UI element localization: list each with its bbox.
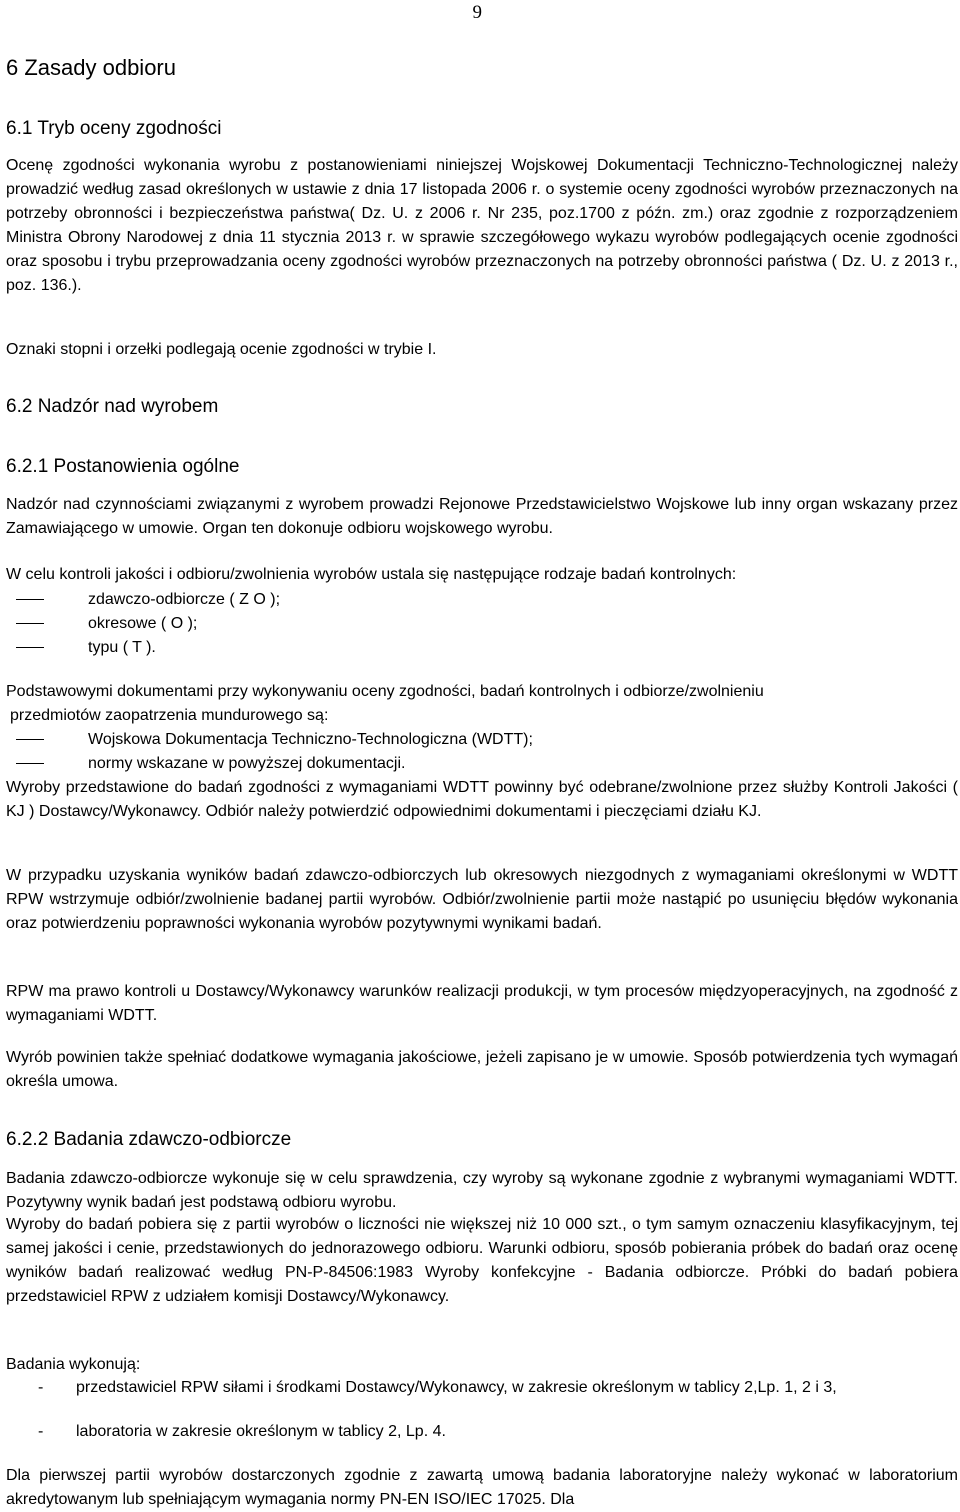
section-6-2-1-paragraph-7: Wyrób powinien także spełniać dodatkowe wymagania jakościowe, jeżeli zapisano je w umowie. Sposób potwierdzenia tych wymagań określa umowa. [6, 1049, 958, 1090]
section-6-2-1-paragraph-2: W celu kontroli jakości i odbioru/zwolnienia wyrobów ustala się następujące rodzaje badań kontrolnych: [6, 566, 737, 583]
list-item: - przedstawiciel RPW siłami i środkami Dostawcy/Wykonawcy, w zakresie określonym w tablicy 2,Lp. 1, 2 i 3, [6, 1376, 958, 1400]
page-number: 9 [472, 2, 482, 23]
list-item: normy wskazane w powyższej dokumentacji. [6, 752, 958, 776]
section-6-2-heading: 6.2 Nadzór nad wyrobem [6, 396, 219, 417]
dash-bullet [16, 599, 44, 600]
section-6-2-2-paragraph-4: Dla pierwszej partii wyrobów dostarczonych zgodnie z zawartą umową badania laboratoryjne należy wykonać w laboratorium akredytowanym lub spełniającym wymagania normy PN-EN ISO/IEC 17025. Dla [6, 1467, 958, 1508]
section-6-1-heading: 6.1 Tryb oceny zgodności [6, 118, 222, 139]
section-6-2-1-paragraph-3: Podstawowymi dokumentami przy wykonywaniu oceny zgodności, badań kontrolnych i odbiorze/zwolnieniu [6, 683, 764, 700]
section-6-heading: 6 Zasady odbioru [6, 55, 176, 80]
section-6-2-2-paragraph-3: Badania wykonują: [6, 1356, 141, 1373]
dash-bullet [16, 647, 44, 648]
list-item: okresowe ( O ); [6, 612, 958, 636]
list-item: - laboratoria w zakresie określonym w tablicy 2, Lp. 4. [6, 1420, 958, 1444]
section-6-2-1-paragraph-3b: przedmiotów zaopatrzenia mundurowego są: [10, 707, 329, 724]
section-6-2-2-paragraph-2: Wyroby do badań pobiera się z partii wyrobów o liczności nie większej niż 10 000 szt., o tym samym oznaczeniu klasyfikacyjnym, tej samej jakości i cenie, przedstawionych do jednorazowego odbioru. Warunki odbioru, sposób pobierania próbek do badań oraz ocenę wyników badań realizować według PN-P-84506:1983 Wyroby konfekcyjne - Badania odbiorcze. Próbki do badań pobiera przedstawiciel RPW z udziałem komisji Dostawcy/Wykonawcy. [6, 1216, 958, 1305]
section-6-2-2-heading: 6.2.2 Badania zdawczo-odbiorcze [6, 1129, 292, 1150]
section-6-1-paragraph-2: Oznaki stopni i orzełki podlegają ocenie zgodności w trybie I. [6, 341, 437, 358]
hyphen-bullet: - [38, 1379, 44, 1396]
section-6-2-1-paragraph-1: Nadzór nad czynnościami związanymi z wyrobem prowadzi Rejonowe Przedstawicielstwo Wojskowe lub inny organ wskazany przez Zamawiającego w umowie. Organ ten dokonuje odbioru wojskowego wyrobu. [6, 496, 958, 537]
section-6-2-1-paragraph-6: RPW ma prawo kontroli u Dostawcy/Wykonawcy warunków realizacji produkcji, w tym procesów międzyoperacyjnych, na zgodność z wymaganiami WDTT. [6, 983, 958, 1024]
section-6-2-1-paragraph-4: Wyroby przedstawione do badań zgodności z wymaganiami WDTT powinny być odebrane/zwolnione przez służby Kontroli Jakości ( KJ ) Dostawcy/Wykonawcy. Odbiór należy potwierdzić odpowiednimi dokumentami i pieczęciami działu KJ. [6, 779, 958, 820]
dash-bullet [16, 739, 44, 740]
section-6-2-2-paragraph-1: Badania zdawczo-odbiorcze wykonuje się w celu sprawdzenia, czy wyroby są wykonane zgodnie z wybranymi wymaganiami WDTT. Pozytywny wynik badań jest podstawą odbioru wyrobu. [6, 1170, 958, 1211]
section-6-2-1-heading: 6.2.1 Postanowienia ogólne [6, 456, 240, 477]
section-6-1-paragraph-1: Ocenę zgodności wykonania wyrobu z postanowieniami niniejszej Wojskowej Dokumentacji Techniczno-Technologicznej należy prowadzić według zasad określonych w ustawie z dnia 17 listopada 2006 r. o systemie oceny zgodności wyrobów przeznaczonych na potrzeby obronności i bezpieczeństwa państwa( Dz. U. z 2006 r. Nr 235, poz.1700 z późn. zm.) oraz zgodnie z rozporządzeniem Ministra Obrony Narodowej z dnia 11 stycznia 2013 r. w sprawie szczegółowego wykazu wyrobów podlegających ocenie zgodności oraz sposobu i trybu przeprowadzania oceny zgodności wyrobów przeznaczonych na potrzeby obronności państwa ( Dz. U. z 2013 r., poz. 136.). [6, 157, 958, 294]
list-item: typu ( T ). [6, 636, 958, 660]
dash-bullet [16, 623, 44, 624]
hyphen-bullet: - [38, 1423, 44, 1440]
dash-bullet [16, 763, 44, 764]
section-6-2-1-paragraph-5: W przypadku uzyskania wyników badań zdawczo-odbiorczych lub okresowych niezgodnych z wymaganiami określonymi w WDTT RPW wstrzymuje odbiór/zwolnienie badanej partii wyrobów. Odbiór/zwolnienie partii może nastąpić po usunięciu błędów wykonania oraz potwierdzeniu poprawności wykonania wyrobów pozytywnymi wynikami badań. [6, 867, 958, 932]
list-item: zdawczo-odbiorcze ( Z O ); [6, 588, 958, 612]
list-item: Wojskowa Dokumentacja Techniczno-Technologiczna (WDTT); [6, 728, 958, 752]
